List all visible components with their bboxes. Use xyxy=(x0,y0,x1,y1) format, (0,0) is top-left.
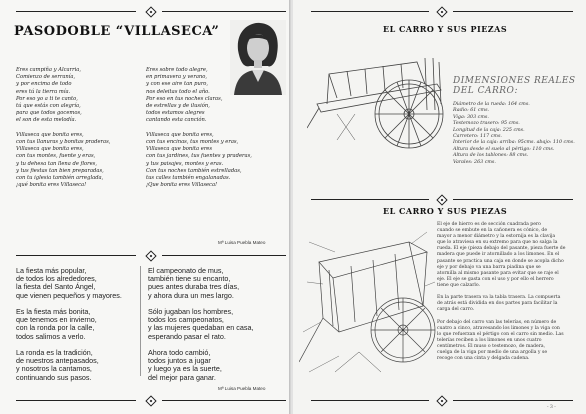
prose-column-2: El campeonato de mus, también tiene su encanto, pues antes duraba tres días, y ahora dura un mes largo. Sólo jugaban los hombres, todos los campeonatos, y las mujeres quedaban en casa, esperando pasar el rato. Ahora todo cambió, todos juntos a jugar y luego ya es la suerte, del mejor para ganar. xyxy=(148,266,254,382)
signature-1: Mª Luisa Puebla Mateo xyxy=(218,240,266,245)
column-divider xyxy=(140,266,141,376)
top-ornament xyxy=(16,8,286,16)
poem-column-2: Eres sobre todo alegre, en primavera y verano, y con ese aire tan puro, nos deleitas todo el año. Por eso en tus noches claras, de estrellas y de ilusión, todos estamos alegres cantando esta canción. Villaseca que bonita eres, con tus encinas, tus montes y eras, Villaseca que bonita eres con tus jardines, tus fuentes y praderas, y tus paisajes, montes y eras. Con tus noches también estrelladas, tus calles también engalanadas. ¡Que bonita eres Villaseca! xyxy=(146,67,252,189)
cart-description: El eje de hierro es de sección cuadrada pero cuando se embute en la cañonera es cónico, de mayor a menor diámetro y la estornija es la clavija que lo atraviesa en su extremo para que no salga la rueda. El eje (pieza debajo del pasante, pieza fuerte de madera que puede ir atornillado a los limones. En el pasante se practica una caja en donde se acopla dicho eje y por debajo va una barra piadina que se atornilla al mismo pasante para evitar que se raje el eje. El eje se gasta con el uso y por ello el herrero tiene que calzarlo. En la parte trasera va la tabla trasera. La compuerta de atrás está dividida en dos partes para facilitar la carga del carro. Por debajo del carro van las telerías, en número de cuatro a cinco, atravesando los limones y la viga con lo que refuerzan el pértigo con el carro sin medio. Las telerías reciben a los limones en unos cuatro centímetros. El muso o testemozo, de madera, cuelga de la viga por medio de una argolla y se recoge con una cinta y delgada cadena. xyxy=(437,222,566,362)
poem-title: PASODOBLE “VILLASECA” xyxy=(14,24,220,39)
bottom-ornament xyxy=(16,397,286,405)
right-page xyxy=(293,0,586,414)
page-number: - 3 - xyxy=(547,405,556,410)
middle-ornament xyxy=(16,252,286,260)
cart-labeled-drawing xyxy=(299,222,439,390)
right-middle-ornament xyxy=(311,196,573,204)
cart-side-drawing xyxy=(307,44,457,164)
dimensions-title: DIMENSIONES REALES DEL CARRO: xyxy=(453,76,576,96)
section-title-1: EL CARRO Y SUS PIEZAS xyxy=(383,24,508,34)
left-page xyxy=(0,0,292,414)
prose-column-1: La fiesta más popular, de todos los alrededores, la fiesta del Santo Ángel, que vienen pequeños y mayores. Es la fiesta más bonita, que tenemos en invierno, con la ronda por la calle, todos salimos a verlo. La ronda es la tradición, de nuestros antepasados, y nosotros la cantamos, continuando sus pasos. xyxy=(16,266,122,382)
right-top-ornament xyxy=(311,8,573,16)
poem-column-1: Eres campiña y Alcarria, Comienzo de serranía, y por encima de todo eres tú la tierra mía. Por eso yo a ti te canto, tú que estás con alegría, para que todos gocemos, el son de esta melodía. Villaseca que bonita eres, con tus llanuras y bonitas praderas, Villaseca que bonita eres, con tus montes, fuente y eras, y tu dehesa tan llena de flores, y tus fiestas tan bien preparadas, con tu iglesia también arreglada, ¡qué bonita eres Villaseca! xyxy=(16,67,111,189)
section-title-2: EL CARRO Y SUS PIEZAS xyxy=(383,206,508,216)
right-bottom-ornament xyxy=(311,397,573,405)
dimensions-list: Diámetro de la rueda: 164 cms. Radio: 61 cms. Viga: 303 cms. Testemozo trasero: 95 cms. Longitud de la caja: 225 cms. Carretero: 117 cms. Interior de la caja: arriba: 95cms. abajo: 110 cms. Altura desde el suelo al pértigo: 110 cms. Altura de los tablones: 88 cms. Varales: 263 cms. xyxy=(453,102,575,165)
signature-2: Mª Luisa Puebla Mateo xyxy=(218,386,266,391)
